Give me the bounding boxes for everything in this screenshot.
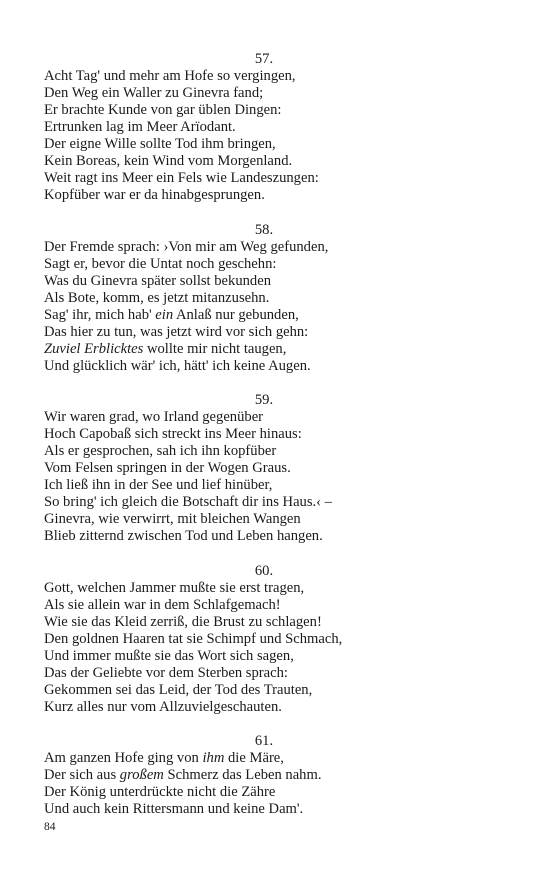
verse-text: Gott, welchen Jammer mußte sie erst tragen, [44, 579, 305, 596]
verse-text: Und auch kein Rittersmann und keine Dam'. [44, 801, 304, 817]
verse-text: Der sich aus [44, 767, 120, 783]
verse-line [44, 170, 484, 187]
stanza [44, 563, 484, 716]
verse-line [44, 511, 484, 528]
verse-line [44, 239, 484, 256]
verse-text: Schmerz das Leben nahm. [163, 767, 322, 783]
verse-text: Und glücklich wär' ich, hätt' ich keine Augen. [44, 357, 311, 374]
stanza-number: 57. [254, 51, 274, 67]
verse-line [44, 68, 484, 85]
verse-text: Und immer mußte sie das Wort sich sagen, [44, 647, 294, 664]
verse-text: Er brachte Kunde von gar üblen Dingen: [44, 102, 282, 118]
stanza [44, 222, 484, 375]
verse-text: Der Fremde sprach: ›Von mir am Weg gefunden, [44, 238, 329, 255]
verse-line [44, 699, 484, 716]
verse-text: Blieb zitternd zwischen Tod und Leben hangen. [44, 528, 323, 544]
verse-line [44, 426, 484, 443]
verse-text: Am ganzen Hofe ging von [44, 750, 203, 766]
verse-line [44, 153, 484, 170]
verse-line [44, 665, 484, 682]
stanza [44, 392, 484, 545]
verse-emphasis: ein [155, 306, 174, 323]
verse-line [44, 477, 484, 494]
stanza-number: 58. [254, 221, 274, 238]
verse-text: Sag' ihr, mich hab' [44, 306, 156, 323]
verse-line [44, 460, 484, 477]
verse-text: So bring' ich gleich die Botschaft dir ins Haus.‹ – [44, 494, 332, 510]
verse-text: Hoch Capobaß sich streckt ins Meer hinaus: [44, 426, 302, 442]
verse-text: Sagt er, bevor die Untat noch geschehn: [44, 255, 277, 272]
verse-text: Das hier zu tun, was jetzt wird vor sich gehn: [44, 323, 309, 340]
verse-line [44, 682, 484, 699]
verse-text: Acht Tag' und mehr am Hofe so vergingen, [44, 68, 296, 84]
verse-text: Als Bote, komm, es jetzt mitanzusehn. [44, 289, 270, 306]
poem-page [44, 51, 484, 836]
verse-line [44, 580, 484, 597]
verse-text: Weit ragt ins Meer ein Fels wie Landeszungen: [44, 170, 319, 186]
verse-line [44, 614, 484, 631]
verse-text: Kopfüber war er da hinabgesprungen. [44, 187, 265, 203]
verse-line [44, 102, 484, 119]
verse-text: Der eigne Wille sollte Tod ihm bringen, [44, 136, 276, 152]
verse-text: Der König unterdrückte nicht die Zähre [44, 784, 276, 800]
verse-text: Gekommen sei das Leid, der Tod des Trauten, [44, 681, 313, 698]
page-number: 84 [44, 821, 56, 833]
verse-line [44, 187, 484, 204]
verse-line [44, 597, 484, 614]
verse-text: Ertrunken lag im Meer Arïodant. [44, 119, 236, 135]
verse-line [44, 409, 484, 426]
verse-line [44, 273, 484, 290]
stanza-number: 61. [254, 733, 274, 749]
verse-line [44, 784, 484, 801]
verse-text: die Märe, [224, 750, 284, 766]
stanza-number: 59. [254, 392, 274, 408]
verse-emphasis: ihm [202, 750, 225, 766]
verse-line [44, 307, 484, 324]
stanza [44, 733, 484, 818]
stanza-number: 60. [254, 562, 274, 579]
verse-line [44, 443, 484, 460]
verse-line [44, 119, 484, 136]
verse-line [44, 256, 484, 273]
verse-line [44, 528, 484, 545]
stanza [44, 51, 484, 204]
verse-line [44, 85, 484, 102]
verse-text: wollte mir nicht taugen, [143, 340, 287, 357]
verse-text: Was du Ginevra später sollst bekunden [44, 272, 272, 289]
verse-line [44, 648, 484, 665]
verse-text: Kein Boreas, kein Wind vom Morgenland. [44, 153, 293, 169]
verse-text: Als er gesprochen, sah ich ihn kopfüber [44, 443, 277, 459]
verse-line [44, 341, 484, 358]
verse-line [44, 358, 484, 375]
verse-line [44, 136, 484, 153]
verse-text: Das der Geliebte vor dem Sterben sprach: [44, 664, 288, 681]
verse-emphasis: großem [119, 767, 164, 783]
verse-text: Wie sie das Kleid zerriß, die Brust zu schlagen! [44, 613, 322, 630]
verse-line [44, 494, 484, 511]
verse-text: Wir waren grad, wo Irland gegenüber [44, 409, 264, 425]
verse-line [44, 801, 484, 818]
verse-text: Vom Felsen springen in der Wogen Graus. [44, 460, 291, 476]
verse-text: Kurz alles nur vom Allzuvielgeschauten. [44, 698, 282, 715]
verse-text: Ginevra, wie verwirrt, mit bleichen Wangen [44, 511, 301, 527]
verse-text: Als sie allein war in dem Schlafgemach! [44, 596, 281, 613]
verse-text: Ich ließ ihn in der See und lief hinüber, [44, 477, 273, 493]
verse-text: Den goldnen Haaren tat sie Schimpf und Schmach, [44, 630, 343, 647]
verse-text: Anlaß nur gebunden, [173, 306, 299, 323]
verse-text: Den Weg ein Waller zu Ginevra fand; [44, 85, 264, 101]
verse-emphasis: Zuviel Erblicktes [44, 340, 144, 357]
verse-line [44, 290, 484, 307]
verse-line [44, 631, 484, 648]
verse-line [44, 750, 484, 767]
verse-line [44, 324, 484, 341]
verse-line [44, 767, 484, 784]
